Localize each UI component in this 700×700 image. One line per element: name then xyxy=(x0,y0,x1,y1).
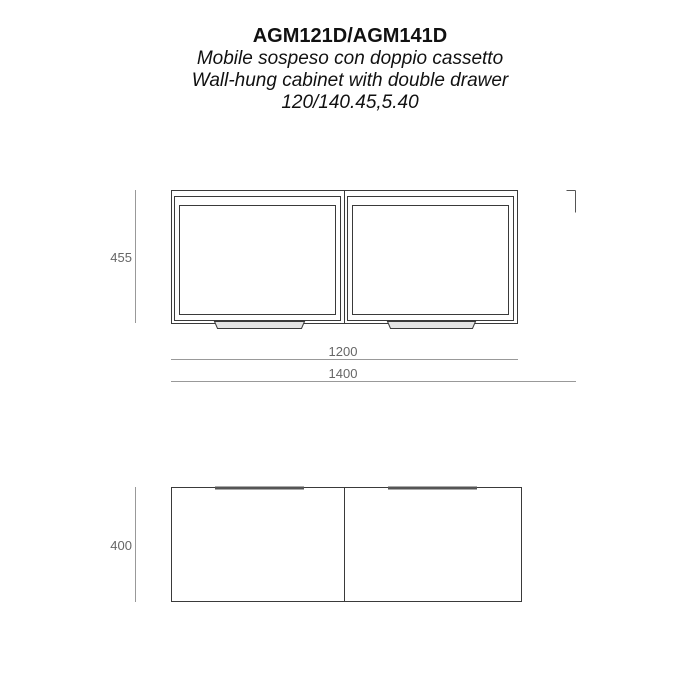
product-size: 120/140.45,5.40 xyxy=(281,92,419,113)
left-drawer-inner xyxy=(180,206,336,315)
height-455-label: 455 xyxy=(110,250,132,265)
right-handle xyxy=(388,322,476,329)
plan-cabinet-outline xyxy=(172,488,522,602)
right-drawer-inner xyxy=(353,206,509,315)
description-italian: Mobile sospeso con doppio cassetto xyxy=(196,48,504,69)
description-english: Wall-hung cabinet with double drawer xyxy=(191,70,509,91)
plan-view xyxy=(172,488,522,602)
right-drawer-outer xyxy=(348,197,514,321)
depth-400-label: 400 xyxy=(110,538,132,553)
left-handle xyxy=(215,322,305,329)
plan-right-handle xyxy=(388,487,477,490)
wall-mark xyxy=(567,191,576,213)
product-code: AGM121D/AGM141D xyxy=(252,25,448,47)
plan-left-handle xyxy=(215,487,304,490)
width-1400-label: 1400 xyxy=(328,366,358,381)
left-drawer-outer xyxy=(175,197,341,321)
front-view xyxy=(172,191,518,324)
width-1200-label: 1200 xyxy=(328,344,358,359)
